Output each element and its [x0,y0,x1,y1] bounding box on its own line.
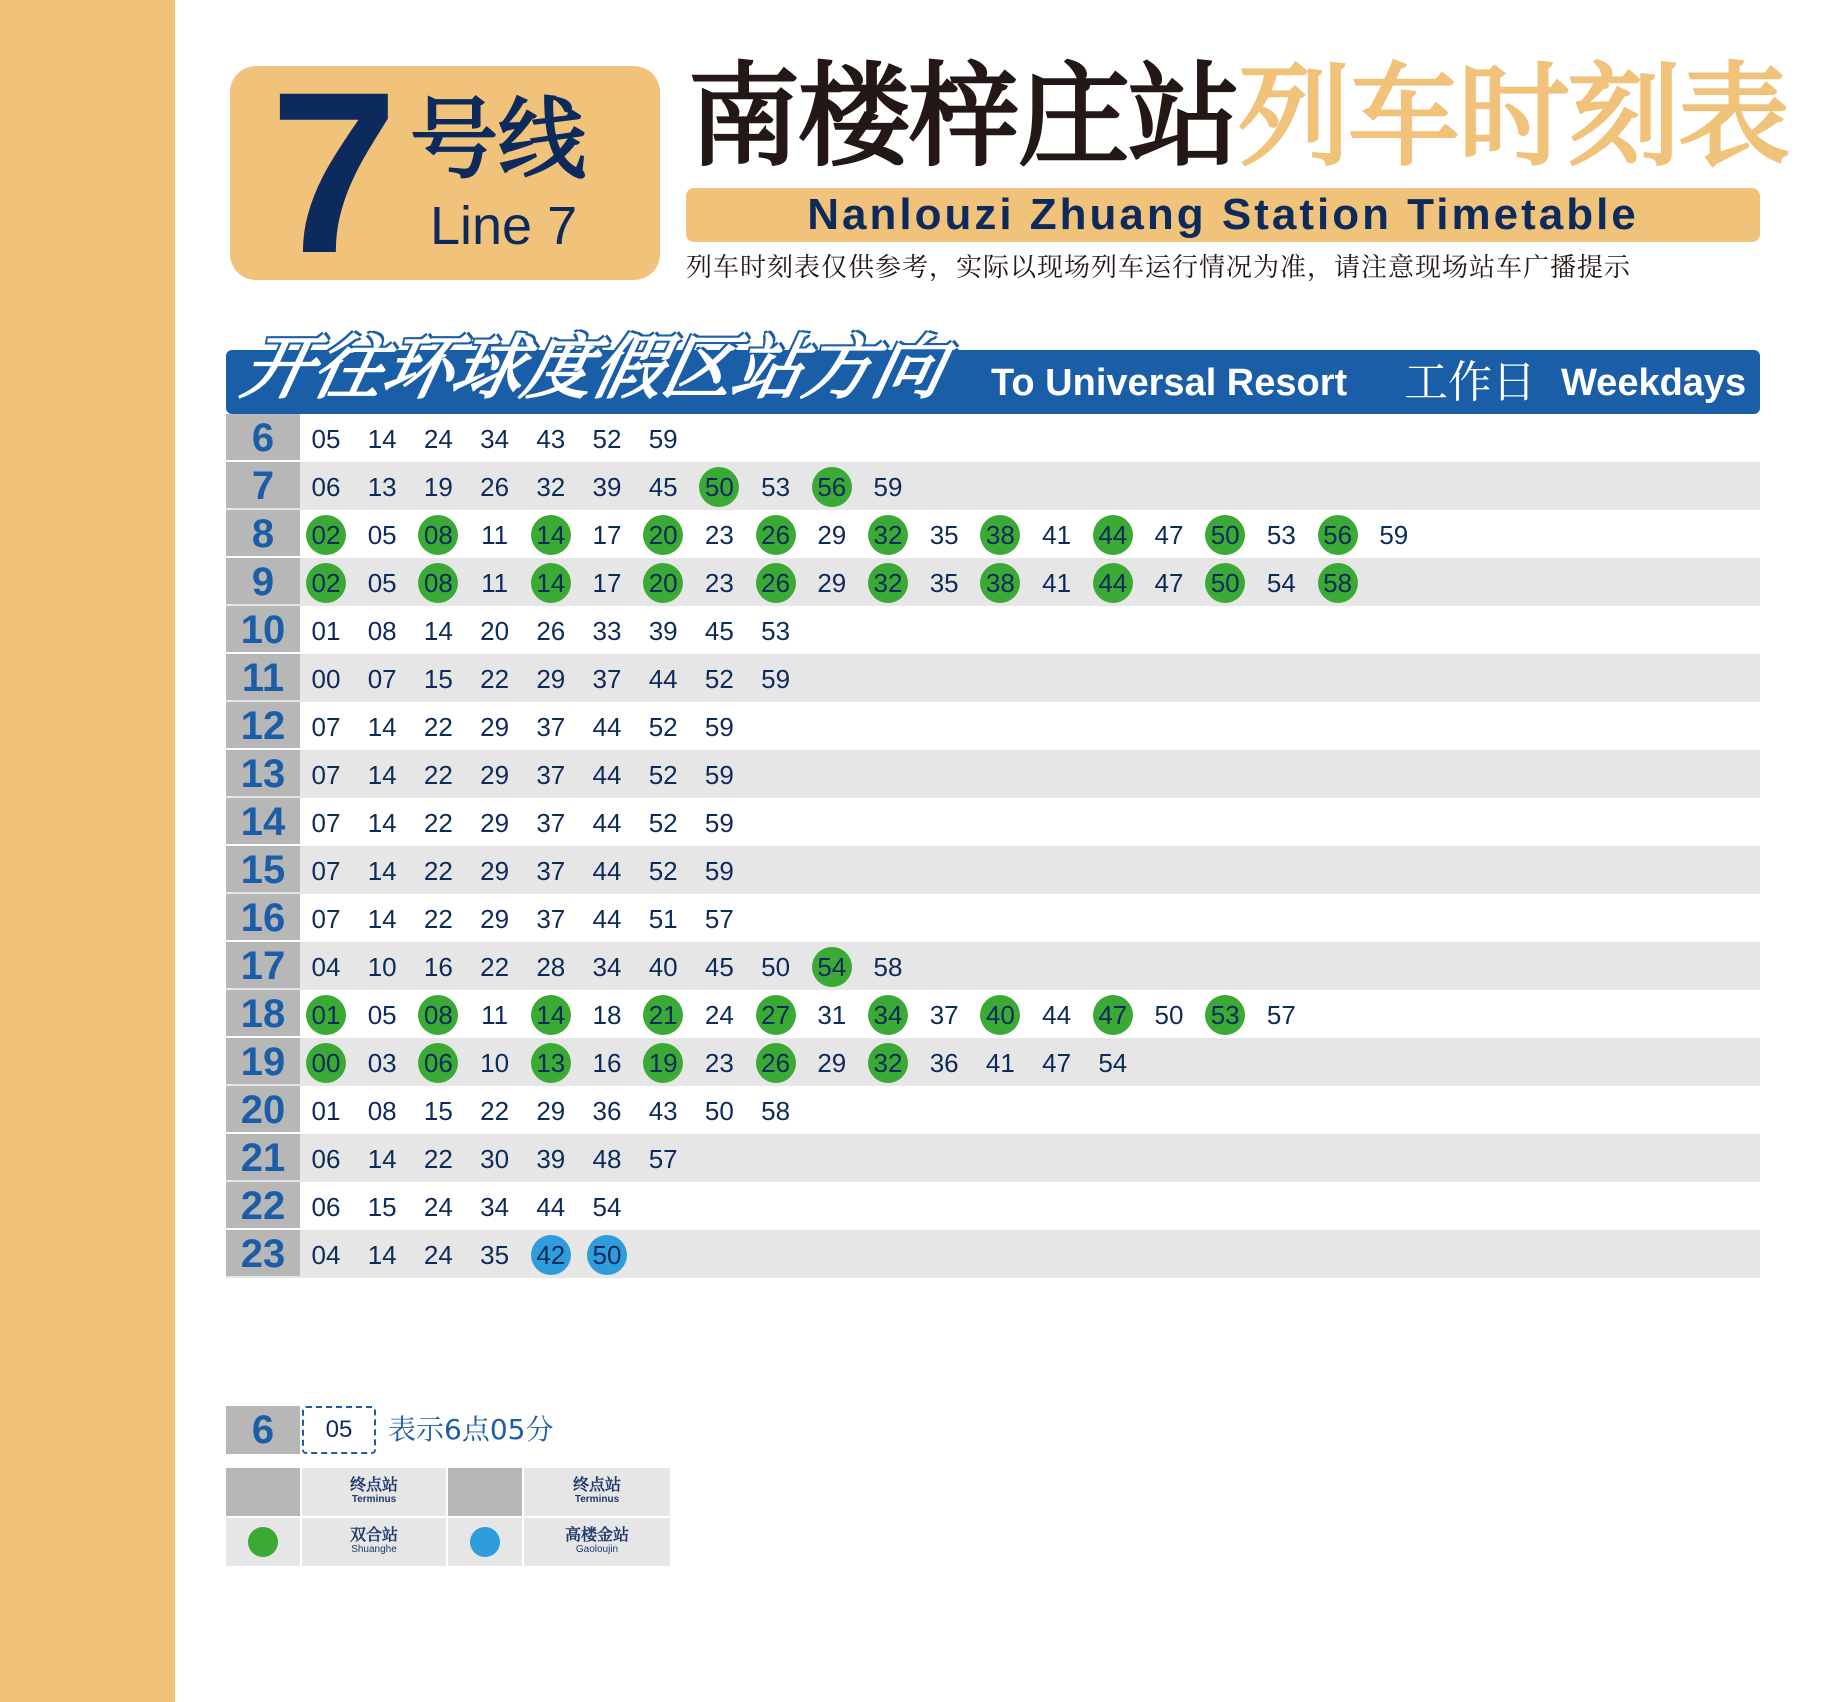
minute-shuanghe: 53 [1205,995,1245,1035]
minute: 43 [648,1096,678,1126]
english-title: Nanlouzi Zhuang Station Timetable [686,188,1760,242]
minute: 44 [536,1192,566,1222]
minute: 37 [536,856,566,886]
minute: 03 [367,1048,397,1078]
minute: 05 [367,1000,397,1030]
minute: 35 [480,1240,510,1270]
minute: 44 [592,856,622,886]
hour-cell: 18 [226,990,300,1036]
minute: 52 [648,760,678,790]
minute: 24 [423,1240,453,1270]
minute: 15 [423,1096,453,1126]
minute: 59 [704,760,734,790]
left-decor-stripe [0,0,175,1702]
minute-shuanghe: 19 [643,1043,683,1083]
minute-shuanghe: 44 [1093,563,1133,603]
minute: 14 [367,424,397,454]
minute-shuanghe: 01 [306,995,346,1035]
minute: 43 [536,424,566,454]
hour-cell: 12 [226,702,300,748]
minute: 29 [480,856,510,886]
minute: 15 [367,1192,397,1222]
minute: 29 [480,808,510,838]
minute: 29 [817,1048,847,1078]
hour-cell: 8 [226,510,300,556]
hour-cell: 11 [226,654,300,700]
minute-shuanghe: 08 [418,515,458,555]
blue-dot-icon [470,1527,500,1557]
legend-header-cn: 终点站 [349,1475,398,1494]
minute: 29 [817,568,847,598]
minute-shuanghe: 32 [868,515,908,555]
minute: 29 [536,664,566,694]
minute: 54 [1266,568,1296,598]
legend-item-row [226,1518,670,1566]
legend-station-cn: 高楼金站 [564,1525,629,1544]
timetable-row [226,1182,1760,1230]
minute: 29 [480,760,510,790]
minute: 14 [367,760,397,790]
minute: 45 [704,616,734,646]
legend-header-cell [524,1468,670,1516]
minute: 07 [311,712,341,742]
timetable-row [226,654,1760,702]
minute-shuanghe: 56 [1318,515,1358,555]
minute: 41 [1042,520,1072,550]
hour-cell: 23 [226,1230,300,1276]
minute: 06 [311,472,341,502]
minute: 39 [536,1144,566,1174]
minute: 54 [592,1192,622,1222]
timetable-row [226,1086,1760,1134]
minute: 22 [423,1144,453,1174]
minute-shuanghe: 32 [868,1043,908,1083]
minute: 16 [592,1048,622,1078]
legend-header-swatch [226,1468,300,1516]
minute: 52 [592,424,622,454]
minute: 22 [480,664,510,694]
minute: 26 [480,472,510,502]
timetable-row [226,702,1760,750]
minute: 29 [817,520,847,550]
minute: 47 [1154,568,1184,598]
minute: 58 [873,952,903,982]
minute: 50 [761,952,791,982]
terminus-legend [226,1468,670,1568]
minute-shuanghe: 02 [306,563,346,603]
minute: 52 [648,712,678,742]
minute-shuanghe: 26 [756,563,796,603]
minute-shuanghe: 14 [531,995,571,1035]
minute: 22 [480,952,510,982]
minute: 22 [423,904,453,934]
hour-cell: 15 [226,846,300,892]
timetable-row [226,798,1760,846]
legend-station-en: Shuanghe [351,1544,397,1555]
minute: 35 [929,568,959,598]
minute: 41 [1042,568,1072,598]
minute: 34 [480,1192,510,1222]
minute: 17 [592,520,622,550]
minute-shuanghe: 40 [980,995,1020,1035]
minute: 34 [592,952,622,982]
notice-text: 列车时刻表仅供参考，实际以现场列车运行情况为准，请注意现场站车广播提示 [686,253,1632,283]
minute-shuanghe: 02 [306,515,346,555]
minute: 22 [423,856,453,886]
minute: 22 [480,1096,510,1126]
line-label-cn: 号线 [410,88,587,191]
timetable-row [226,1230,1760,1278]
minute: 14 [423,616,453,646]
timetable-row [226,894,1760,942]
minute: 05 [367,568,397,598]
direction-en: To Universal Resort [991,362,1348,404]
minute: 44 [592,808,622,838]
minute: 52 [648,856,678,886]
minute-shuanghe: 06 [418,1043,458,1083]
line-badge [230,44,660,301]
minute: 14 [367,1240,397,1270]
legend-swatch-cell [448,1518,522,1566]
minute: 51 [648,904,678,934]
hour-cell: 9 [226,558,300,604]
minute: 07 [367,664,397,694]
minute: 07 [311,808,341,838]
minute: 20 [480,616,510,646]
legend-header-row [226,1468,670,1516]
minute: 37 [929,1000,959,1030]
hour-cell: 21 [226,1134,300,1180]
legend-header-swatch [448,1468,522,1516]
minute: 16 [423,952,453,982]
minute: 59 [761,664,791,694]
minute: 32 [536,472,566,502]
minute: 59 [648,424,678,454]
minute: 44 [592,712,622,742]
legend-station-cell [524,1518,670,1566]
hour-cell: 17 [226,942,300,988]
minute-shuanghe: 58 [1318,563,1358,603]
minute: 47 [1042,1048,1072,1078]
minute: 52 [648,808,678,838]
minute-shuanghe: 38 [980,563,1020,603]
timetable-row [226,846,1760,894]
minute: 33 [592,616,622,646]
minute: 10 [480,1048,510,1078]
timetable-row [226,1134,1760,1182]
minute: 11 [481,1000,509,1030]
green-dot-icon [248,1527,278,1557]
timetable-suffix: 列车时刻表 [1238,52,1788,182]
minute: 35 [929,520,959,550]
minute: 39 [592,472,622,502]
hour-cell: 20 [226,1086,300,1132]
legend-station-en: Gaoloujin [575,1544,619,1555]
minute-shuanghe: 26 [756,515,796,555]
minute: 24 [704,1000,734,1030]
minute-gaoloujin: 42 [531,1235,571,1275]
minute: 17 [592,568,622,598]
minute: 22 [423,808,453,838]
minute: 06 [311,1192,341,1222]
minute-shuanghe: 50 [1205,563,1245,603]
legend-header-en: Terminus [574,1494,620,1505]
legend-swatch-cell [226,1518,300,1566]
legend-station-cn: 双合站 [349,1525,398,1544]
minute-shuanghe: 13 [531,1043,571,1083]
minute: 58 [761,1096,791,1126]
minute-shuanghe: 26 [756,1043,796,1083]
minute: 14 [367,808,397,838]
minute-shuanghe: 44 [1093,515,1133,555]
minute: 44 [592,904,622,934]
minute: 18 [592,1000,622,1030]
hour-cell: 19 [226,1038,300,1084]
page-title [688,52,1788,182]
minute: 40 [648,952,678,982]
minute-gaoloujin: 50 [587,1235,627,1275]
minute: 14 [367,712,397,742]
timetable-row [226,558,1760,606]
minute: 53 [761,472,791,502]
minute: 14 [367,856,397,886]
minute-shuanghe: 14 [531,563,571,603]
minute: 19 [423,472,453,502]
minute: 00 [311,664,341,694]
hour-cell: 7 [226,462,300,508]
minute: 34 [480,424,510,454]
minute: 22 [423,760,453,790]
minute: 37 [592,664,622,694]
minute: 11 [481,568,509,598]
minute: 54 [1098,1048,1128,1078]
minute: 14 [367,1144,397,1174]
hour-cell: 13 [226,750,300,796]
minute-shuanghe: 27 [756,995,796,1035]
line-label-en: Line 7 [430,196,578,256]
example-minute: 05 [302,1406,376,1454]
minute: 44 [648,664,678,694]
minute: 41 [985,1048,1015,1078]
minute: 52 [704,664,734,694]
minute: 11 [481,520,509,550]
minute: 10 [367,952,397,982]
minute-shuanghe: 00 [306,1043,346,1083]
minute: 23 [704,1048,734,1078]
minute: 50 [704,1096,734,1126]
timetable-row [226,942,1760,990]
minute-shuanghe: 50 [1205,515,1245,555]
minute-shuanghe: 38 [980,515,1020,555]
minute: 59 [704,808,734,838]
day-type-en: Weekdays [1561,362,1747,404]
minute: 57 [648,1144,678,1174]
minute: 01 [311,616,341,646]
minute: 15 [423,664,453,694]
minute: 24 [423,424,453,454]
legend-header-cell [302,1468,446,1516]
minute: 59 [704,856,734,886]
minute: 04 [311,952,341,982]
hour-cell: 10 [226,606,300,652]
minute: 08 [367,1096,397,1126]
minute: 59 [704,712,734,742]
legend-station-cell [302,1518,446,1566]
timetable-row [226,606,1760,654]
minute: 26 [536,616,566,646]
minute-shuanghe: 20 [643,515,683,555]
minute: 37 [536,760,566,790]
minute: 59 [873,472,903,502]
minute: 57 [1266,1000,1296,1030]
minute: 08 [367,616,397,646]
timetable-row [226,510,1760,558]
line-number: 7 [270,44,398,301]
timetable [226,414,1760,1278]
minute: 14 [367,904,397,934]
minute-shuanghe: 32 [868,563,908,603]
minute-shuanghe: 08 [418,563,458,603]
minute: 07 [311,904,341,934]
minute: 22 [423,712,453,742]
minute: 04 [311,1240,341,1270]
minute: 07 [311,856,341,886]
minute: 45 [648,472,678,502]
minute: 23 [704,568,734,598]
minute-shuanghe: 47 [1093,995,1133,1035]
minute-shuanghe: 50 [699,467,739,507]
minute: 06 [311,1144,341,1174]
legend-header-en: Terminus [351,1494,397,1505]
minute: 28 [536,952,566,982]
hour-cell: 22 [226,1182,300,1228]
minute: 29 [480,904,510,934]
legend-header-cn: 终点站 [572,1475,621,1494]
direction-cn: 开往环球度假区站方向 [235,327,953,409]
station-name: 南楼梓庄站 [688,52,1238,182]
minute-shuanghe: 54 [812,947,852,987]
minute: 53 [1266,520,1296,550]
timetable-row [226,990,1760,1038]
minute: 53 [761,616,791,646]
hour-cell: 6 [226,414,300,460]
hour-cell: 16 [226,894,300,940]
minute: 37 [536,808,566,838]
minute: 30 [480,1144,510,1174]
timetable-row [226,462,1760,510]
minute-shuanghe: 21 [643,995,683,1035]
minute: 36 [592,1096,622,1126]
timetable-row [226,750,1760,798]
minute: 05 [367,520,397,550]
example-explanation: 表示6点05分 [388,1413,554,1446]
hour-cell: 14 [226,798,300,844]
minute-shuanghe: 08 [418,995,458,1035]
timetable-row [226,414,1760,462]
minute: 37 [536,904,566,934]
minute-shuanghe: 34 [868,995,908,1035]
minute: 01 [311,1096,341,1126]
minute: 31 [817,1000,847,1030]
timetable-row [226,1038,1760,1086]
minute: 05 [311,424,341,454]
minute: 23 [704,520,734,550]
minute: 45 [704,952,734,982]
minute: 39 [648,616,678,646]
minute: 50 [1154,1000,1184,1030]
minute: 47 [1154,520,1184,550]
example-hour: 6 [226,1406,300,1454]
minute: 36 [929,1048,959,1078]
minute: 59 [1379,520,1409,550]
minute-shuanghe: 14 [531,515,571,555]
minute-shuanghe: 20 [643,563,683,603]
minute: 44 [1042,1000,1072,1030]
minute: 07 [311,760,341,790]
minute: 13 [367,472,397,502]
minute: 24 [423,1192,453,1222]
direction-banner [226,327,1760,414]
minute: 37 [536,712,566,742]
minute: 57 [704,904,734,934]
minute: 29 [480,712,510,742]
minute: 44 [592,760,622,790]
minute-shuanghe: 56 [812,467,852,507]
day-type-cn: 工作日 [1404,357,1536,408]
minute: 29 [536,1096,566,1126]
minute: 48 [592,1144,622,1174]
